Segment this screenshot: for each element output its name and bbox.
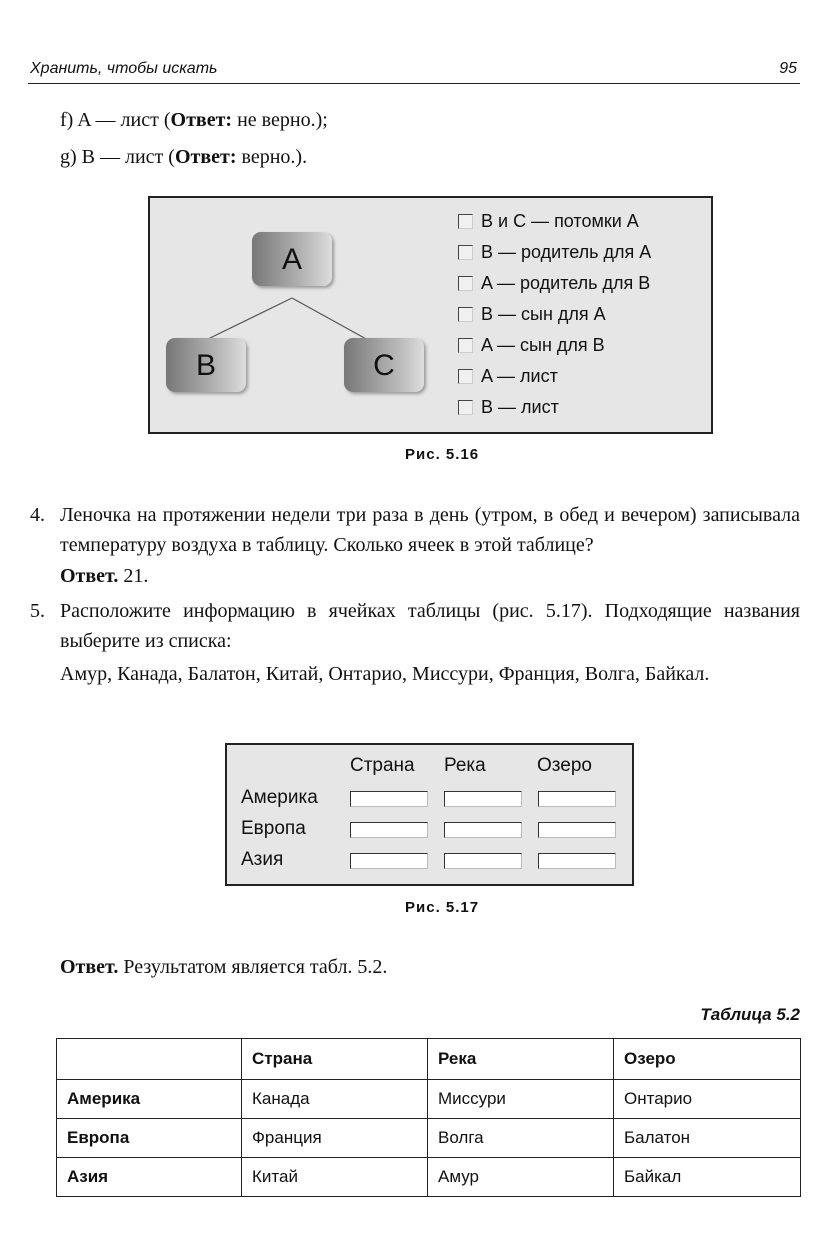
- checkbox-label: B — лист: [481, 397, 559, 417]
- row-header: Азия: [241, 849, 284, 870]
- col-header: Река: [444, 755, 486, 776]
- input-box[interactable]: [350, 822, 428, 838]
- figure-5-17-form: [225, 743, 634, 886]
- input-box[interactable]: [444, 791, 522, 807]
- node-b: B: [166, 338, 246, 392]
- page-number: 95: [779, 60, 797, 77]
- question-5-text: Расположите информацию в ячейках таблицы (рис. 5.17). Подходящие названия выберите из списка:: [60, 600, 800, 652]
- checkbox-label: A — родитель для B: [481, 273, 651, 293]
- item-text: g) B — лист (: [60, 146, 175, 168]
- checkbox[interactable]: [458, 400, 473, 415]
- table-cell: Амур: [428, 1158, 614, 1197]
- row-header: Америка: [241, 787, 318, 808]
- header-cell: Река: [428, 1039, 614, 1080]
- table-cell: Франция: [242, 1119, 428, 1158]
- answer-label: Ответ.: [60, 565, 119, 587]
- answer-text: не верно.);: [232, 109, 328, 131]
- figure-5-16-tree: [148, 196, 713, 434]
- checkbox[interactable]: [458, 338, 473, 353]
- row-header-cell: Азия: [57, 1158, 242, 1197]
- checkbox-label: B — сын для A: [481, 304, 606, 324]
- table-title: Таблица 5.2: [700, 1005, 800, 1024]
- answer-text: верно.).: [236, 146, 308, 168]
- edge-a-c: [292, 298, 368, 340]
- table-row: [57, 1119, 801, 1158]
- answer-label: Ответ.: [60, 956, 119, 978]
- table-cell: Волга: [428, 1119, 614, 1158]
- checkbox[interactable]: [458, 276, 473, 291]
- answer-label: Ответ:: [174, 146, 237, 168]
- checkbox-item[interactable]: [458, 304, 606, 325]
- checkbox-item[interactable]: [458, 211, 639, 232]
- checkbox[interactable]: [458, 245, 473, 260]
- checkbox-item[interactable]: [458, 366, 558, 387]
- header-cell: Страна: [242, 1039, 428, 1080]
- question-number: 5.: [30, 600, 45, 622]
- table-cell: Онтарио: [614, 1080, 801, 1119]
- input-box[interactable]: [444, 853, 522, 869]
- checkbox[interactable]: [458, 307, 473, 322]
- item-g: [60, 142, 307, 172]
- question-4-text: Леночка на протяжении недели три раза в день (утром, в обед и вечером) записывала температуру воздуха в таблицу. Сколько ячеек в этой таблице?: [60, 504, 800, 556]
- input-box[interactable]: [538, 822, 616, 838]
- table-cell: Байкал: [614, 1158, 801, 1197]
- checkbox-item[interactable]: [458, 273, 650, 294]
- edge-a-b: [206, 298, 292, 340]
- question-5-list: Амур, Канада, Балатон, Китай, Онтарио, Миссури, Франция, Волга, Байкал.: [60, 663, 710, 685]
- node-c: C: [344, 338, 424, 392]
- running-header-title: Хранить, чтобы искать: [30, 60, 218, 77]
- checkbox-label: B и C — потомки A: [481, 211, 639, 231]
- checkbox-item[interactable]: [458, 335, 605, 356]
- table-row: [57, 1158, 801, 1197]
- header-rule: [28, 83, 800, 84]
- answer-text: Результатом является табл. 5.2.: [118, 956, 388, 978]
- checkbox-item[interactable]: [458, 397, 559, 418]
- item-text: f) A — лист (: [60, 109, 171, 131]
- header-cell: Озеро: [614, 1039, 801, 1080]
- checkbox-label: B — родитель для A: [481, 242, 652, 262]
- checkbox-label: A — сын для B: [481, 335, 605, 355]
- input-box[interactable]: [350, 791, 428, 807]
- col-header: Страна: [350, 755, 415, 776]
- header-cell: [57, 1039, 242, 1080]
- node-a: A: [252, 232, 332, 286]
- table-cell: Балатон: [614, 1119, 801, 1158]
- answer-label: Ответ:: [170, 109, 233, 131]
- table-row: [57, 1080, 801, 1119]
- row-header-cell: Европа: [57, 1119, 242, 1158]
- col-header: Озеро: [537, 755, 592, 776]
- figure-caption: Рис. 5.16: [405, 446, 480, 463]
- input-box[interactable]: [538, 853, 616, 869]
- table-cell: Канада: [242, 1080, 428, 1119]
- question-number: 4.: [30, 504, 45, 526]
- table-header-row: [57, 1039, 801, 1080]
- table-cell: Китай: [242, 1158, 428, 1197]
- checkbox-label: A — лист: [481, 366, 558, 386]
- checkbox[interactable]: [458, 214, 473, 229]
- answer-5: [60, 952, 387, 982]
- table-5-2: [56, 1038, 801, 1197]
- row-header-cell: Америка: [57, 1080, 242, 1119]
- item-f: [60, 105, 328, 135]
- input-box[interactable]: [538, 791, 616, 807]
- checkbox[interactable]: [458, 369, 473, 384]
- figure-caption: Рис. 5.17: [405, 899, 480, 916]
- answer-text: 21.: [118, 565, 149, 587]
- tree-edges: [150, 198, 711, 432]
- input-box[interactable]: [444, 822, 522, 838]
- question-4-answer: [60, 561, 148, 591]
- table-cell: Миссури: [428, 1080, 614, 1119]
- checkbox-item[interactable]: [458, 242, 651, 263]
- row-header: Европа: [241, 818, 306, 839]
- input-box[interactable]: [350, 853, 428, 869]
